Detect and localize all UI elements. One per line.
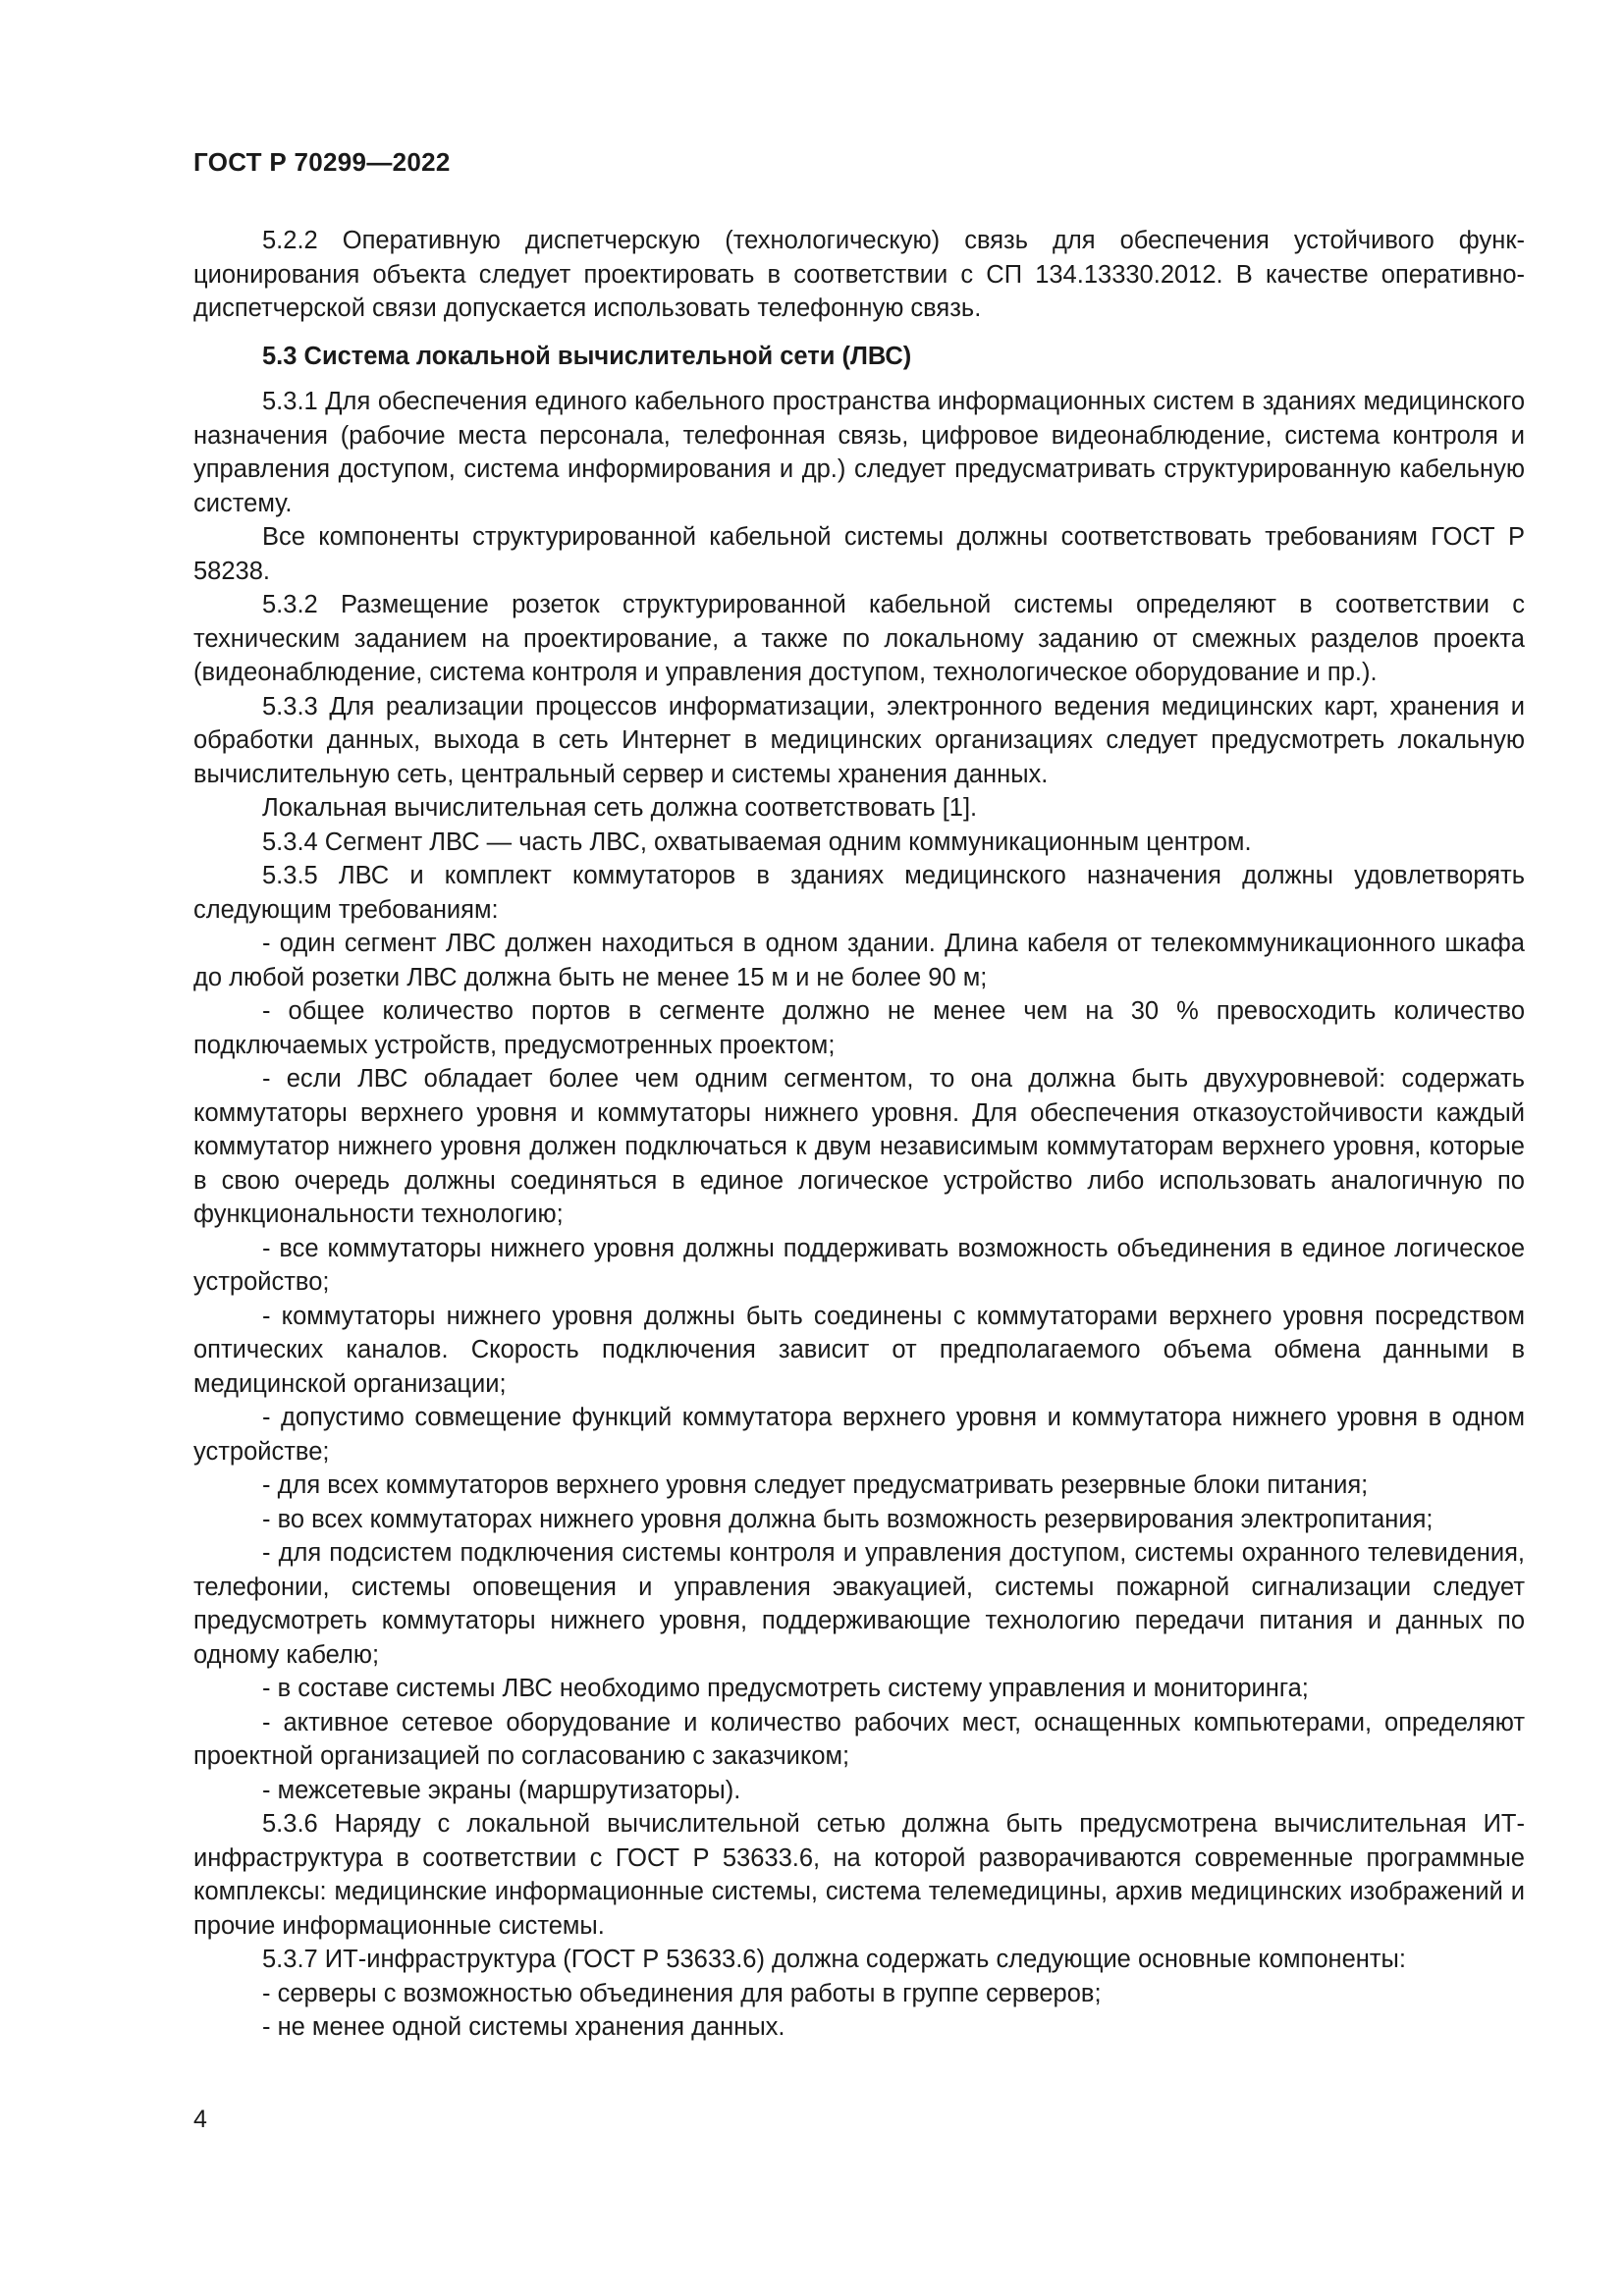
paragraph-5-2-2: 5.2.2 Оперативную диспетчерскую (технологическую) связь для обеспечения устойчивого функционирования объекта следует проектировать в соответствии с СП 134.13330.2012. В качестве оперативно-диспетчерской связи допускается использовать телефонную связь. [193, 227, 1525, 322]
list-item: - не менее одной системы хранения данных. [262, 2013, 785, 2041]
paragraph: Локальная вычислительная сеть должна соответствовать [1]. [262, 794, 978, 822]
list-item: - межсетевые экраны (маршрутизаторы). [262, 1776, 741, 1804]
paragraph: Все компоненты структурированной кабельной системы должны соответствовать требованиям ГОСТ Р 58238. [193, 523, 1525, 585]
paragraph-5-3-6: 5.3.6 Наряду с локальной вычислительной сетью должна быть предусмотрена вычислительная ИТ-инфраструктура в соответствии с ГОСТ Р 53633.6, на которой разворачиваются современные программные комплексы: медицинские информационные системы, система телемедицины, архив медицинских изображений и прочие информационные системы. [193, 1810, 1525, 1940]
list-item: - для всех коммутаторов верхнего уровня следует предусматривать резервные блоки питания; [262, 1471, 1369, 1499]
document-header: ГОСТ Р 70299—2022 [193, 147, 451, 177]
list-item: - допустимо совмещение функций коммутатора верхнего уровня и коммутатора нижнего уровня в одном устройстве; [193, 1404, 1525, 1466]
page-number: 4 [193, 2106, 207, 2133]
list-item: - все коммутаторы нижнего уровня должны поддерживать возможность объединения в единое логическое устройство; [193, 1234, 1525, 1296]
list-item: - во всех коммутаторах нижнего уровня должна быть возможность резервирования электропитания; [262, 1505, 1434, 1533]
section-heading-5-3: 5.3 Система локальной вычислительной сети (ЛВС) [262, 342, 912, 370]
paragraph-5-3-2: 5.3.2 Размещение розеток структурированной кабельной системы определяют в соответствии с техническим заданием на проектирование, а также по локальному заданию от смежных разделов проекта (видеонаблюдение, система контроля и управления доступом, технологическое оборудование и пр.). [193, 591, 1525, 686]
list-item: - для подсистем подключения системы контроля и управления доступом, системы охранного телевидения, телефонии, системы оповещения и управления эвакуацией, системы пожарной сигнализации следует предусмотреть коммутаторы нижнего уровня, поддерживающие технологию передачи питания и данных по одному кабелю; [193, 1539, 1525, 1669]
paragraph-5-3-4: 5.3.4 Сегмент ЛВС — часть ЛВС, охватываемая одним коммуникационным центром. [262, 828, 1252, 856]
list-item: - активное сетевое оборудование и количество рабочих мест, оснащенных компьютерами, определяют проектной организацией по согласованию с заказчиком; [193, 1708, 1525, 1770]
paragraph-5-3-3: 5.3.3 Для реализации процессов информатизации, электронного ведения медицинских карт, хранения и обработки данных, выхода в сеть Интернет в медицинских организациях следует предусмотреть локальную вычислительную сеть, центральный сервер и системы хранения данных. [193, 692, 1525, 788]
list-item: - серверы с возможностью объединения для работы в группе серверов; [262, 1979, 1102, 2007]
list-item: - коммутаторы нижнего уровня должны быть соединены с коммутаторами верхнего уровня посредством оптических каналов. Скорость подключения зависит от предполагаемого объема обмена данными в медицинской организации; [193, 1302, 1525, 1398]
list-item: - если ЛВС обладает более чем одним сегментом, то она должна быть двухуровневой: содержать коммутаторы верхнего уровня и коммутаторы нижнего уровня. Для обеспечения отказоустойчивости каждый коммутатор нижнего уровня должен подключаться к двум независимым коммутаторам верхнего уровня, которые в свою очередь должны соединяться в единое логическое устройство либо использовать аналогичную по функциональности технологию; [193, 1065, 1525, 1228]
paragraph-5-3-5: 5.3.5 ЛВС и комплект коммутаторов в зданиях медицинского назначения должны удовлетворять следующим требованиям: [193, 862, 1525, 924]
list-item: - в составе системы ЛВС необходимо предусмотреть систему управления и мониторинга; [262, 1675, 1309, 1702]
document-body [193, 224, 1525, 2045]
paragraph-5-3-7: 5.3.7 ИТ-инфраструктура (ГОСТ Р 53633.6) должна содержать следующие основные компоненты: [262, 1946, 1406, 1973]
paragraph-5-3-1: 5.3.1 Для обеспечения единого кабельного пространства информационных систем в зданиях медицинского назначения (рабочие места персонала, телефонная связь, цифровое видеонаблюдение, система контроля и управления доступом, система информирования и др.) следует предусматривать структурированную кабельную систему. [193, 388, 1525, 517]
list-item: - общее количество портов в сегменте должно не менее чем на 30 % превосходить количество подключаемых устройств, предусмотренных проектом; [193, 997, 1525, 1059]
list-item: - один сегмент ЛВС должен находиться в одном здании. Длина кабеля от телекоммуникационного шкафа до любой розетки ЛВС должна быть не менее 15 м и не более 90 м; [193, 930, 1525, 991]
